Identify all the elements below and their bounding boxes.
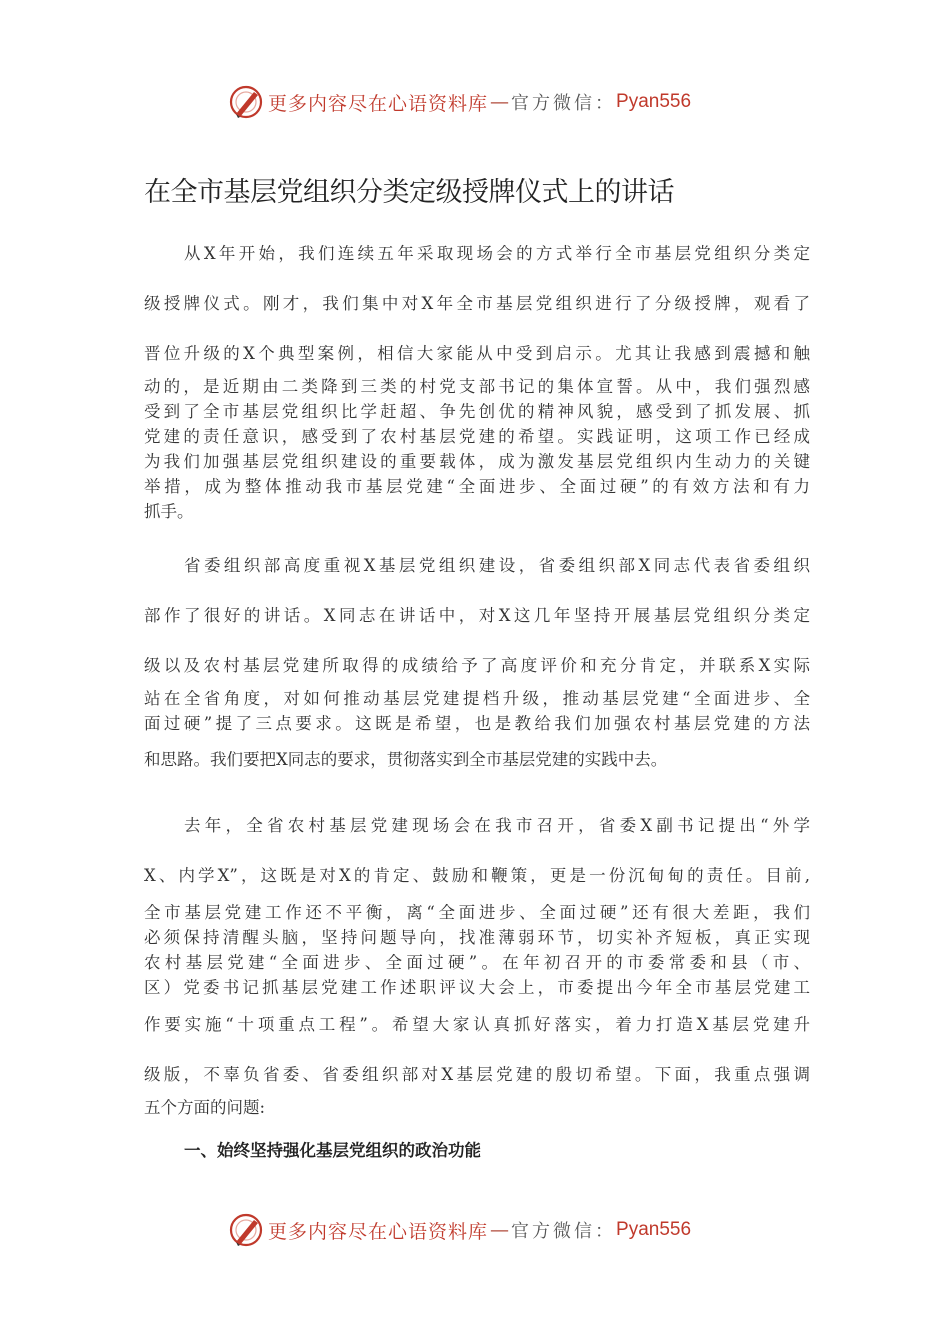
paragraph-line: X、内学X”，这既是对X的肯定、鼓励和鞭策，更是一份沉甸甸的责任。目前,	[144, 866, 810, 885]
paragraph-line: 区）党委书记抓基层党建工作述职评议大会上，市委提出今年全市基层党建工	[144, 978, 810, 997]
banner-brand-text: 更多内容尽在心语资料库	[268, 92, 489, 115]
paragraph-line: 级版，不辜负省委、省委组织部对X基层党建的殷切希望。下面，我重点强调	[144, 1065, 810, 1084]
paragraph-line: 去年，全省农村基层党建现场会在我市召开，省委X副书记提出“外学	[184, 816, 810, 835]
paragraph-line: 为我们加强基层党组织建设的重要载体，成为激发基层党组织内生动力的关键	[144, 452, 810, 471]
paragraph-line: 作要实施“十项重点工程”。希望大家认真抓好落实，着力打造X基层党建升	[144, 1015, 810, 1034]
paragraph-line: 和思路。我们要把X同志的要求，贯彻落实到全市基层党建的实践中去。	[144, 750, 668, 769]
paragraph-line: 受到了全市基层党组织比学赶超、争先创优的精神风貌，感受到了抓发展、抓	[144, 402, 810, 421]
banner-official-label: 官方微信：	[511, 1221, 617, 1242]
pen-logo-icon	[228, 84, 264, 120]
paragraph-1	[144, 240, 810, 524]
banner-official-label: 官方微信：	[511, 93, 617, 114]
header-banner	[228, 82, 748, 122]
document-title: 在全市基层党组织分类定级授牌仪式上的讲话	[144, 177, 674, 208]
paragraph-line: 级以及农村基层党建所取得的成绩给予了高度评价和充分肯定，并联系X实际	[144, 656, 810, 675]
paragraph-line: 部作了很好的讲话。X同志在讲话中，对X这几年坚持开展基层党组织分类定	[144, 606, 810, 625]
paragraph-line: 举措，成为整体推动我市基层党建“全面进步、全面过硬”的有效方法和有力	[144, 477, 810, 496]
banner-dash: —	[490, 91, 510, 113]
section-heading: 一、始终坚持强化基层党组织的政治功能	[184, 1141, 481, 1160]
paragraph-line: 五个方面的问题:	[144, 1098, 266, 1117]
paragraph-line: 抓手。	[144, 502, 194, 521]
paragraph-line: 从X年开始，我们连续五年采取现场会的方式举行全市基层党组织分类定	[184, 244, 810, 263]
paragraph-line: 全市基层党建工作还不平衡，离“全面进步、全面过硬”还有很大差距，我们	[144, 903, 810, 922]
paragraph-line: 晋位升级的X个典型案例，相信大家能从中受到启示。尤其让我感到震撼和触	[144, 344, 810, 363]
paragraph-line: 党建的责任意识，感受到了农村基层党建的希望。实践证明，这项工作已经成	[144, 427, 810, 446]
paragraph-line: 农村基层党建“全面进步、全面过硬”。在年初召开的市委常委和县（市、	[144, 953, 810, 972]
paragraph-2	[144, 552, 810, 772]
paragraph-line: 必须保持清醒头脑，坚持问题导向，找准薄弱环节，切实补齐短板，真正实现	[144, 928, 810, 947]
banner-brand-text: 更多内容尽在心语资料库	[268, 1220, 489, 1243]
paragraph-line: 面过硬”提了三点要求。这既是希望，也是教给我们加强农村基层党建的方法	[144, 714, 810, 733]
banner-wechat-id: Pyan556	[616, 91, 692, 112]
paragraph-line: 省委组织部高度重视X基层党组织建设，省委组织部X同志代表省委组织	[184, 556, 810, 575]
banner-dash: —	[490, 1219, 510, 1241]
paragraph-line: 级授牌仪式。刚才，我们集中对X年全市基层党组织进行了分级授牌，观看了	[144, 294, 810, 313]
paragraph-line: 站在全省角度，对如何推动基层党建提档升级，推动基层党建“全面进步、全	[144, 689, 810, 708]
footer-banner	[228, 1210, 748, 1250]
paragraph-3	[144, 812, 810, 1120]
paragraph-line: 动的，是近期由二类降到三类的村党支部书记的集体宣誓。从中，我们强烈感	[144, 377, 810, 396]
banner-wechat-id: Pyan556	[616, 1219, 692, 1240]
pen-logo-icon	[228, 1212, 264, 1248]
